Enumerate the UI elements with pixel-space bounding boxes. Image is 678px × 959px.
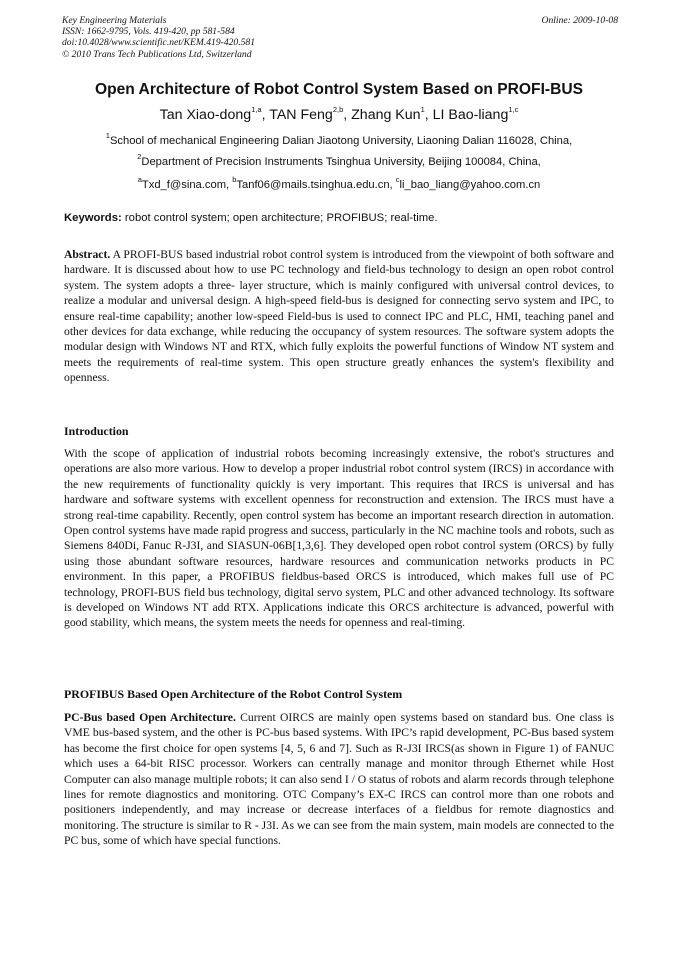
- keywords: Keywords: robot control system; open architecture; PROFIBUS; real-time.: [64, 212, 438, 224]
- author-emails: $^a$Txd_f@sina.com, $^b$Tanf06@mails.tsinghua.edu.cn, $^c$li_bao_liang@yahoo.com.cn: [137, 175, 541, 191]
- author: TAN Feng$^{2,b}$,: [269, 105, 352, 123]
- introduction-heading: Introduction: [64, 424, 129, 438]
- affiliation-1: $^1$School of mechanical Engineering Dalian Jiaotong University, Liaoning Dalian 116028, China,: [105, 131, 573, 147]
- online-date: Online: 2009-10-08: [541, 15, 618, 26]
- abstract: Abstract. A PROFI-BUS based industrial robot control system is introduced from the viewpoint of both software and hardware. It is discussed about how to use PC technology and field-bus technology to design an open robot control system. The system adopts a three- layer structure, which is mainly configured with universal control devices, to realize a modular and universal design. A high-speed field-bus is designed for connecting servo system and IPC, to ensure real-time capability; another low-speed Field-bus is used to connect IPC and PLC, HMI, teaching panel and other devices for data exchange, while reducing the occupancy of system resources. The software system adopts the modular design with Windows NT and RTX, which fully exploits the powerful functions of Window NT system and meets the requirements of real-time system. This open structure greatly enhances the system's flexibility and openness.: [64, 248, 614, 385]
- section-heading: PROFIBUS Based Open Architecture of the Robot Control System: [64, 687, 403, 701]
- author: Tan Xiao-dong$^{1,a}$,: [159, 105, 270, 123]
- doi-line: doi:10.4028/www.scientific.net/KEM.419-420.581: [62, 37, 256, 49]
- abstract-label: Abstract.: [64, 248, 111, 261]
- author: LI Bao-liang$^{1,c}$: [432, 105, 519, 123]
- copyright-line: © 2010 Trans Tech Publications Ltd, Switzerland: [62, 48, 252, 60]
- author: Zhang Kun$^1$,: [351, 105, 433, 123]
- keywords-label: Keywords:: [64, 212, 122, 224]
- paper-title: Open Architecture of Robot Control System Based on PROFI-BUS: [94, 81, 584, 98]
- section-paragraph: PC-Bus based Open Architecture. Current OIRCS are mainly open systems based on standard bus. One class is VME bus-based system, and the other is PC-bus based systems. With IPC’s rapid development, PC-Bus based system has become the first choice for open systems [4, 5, 6 and 7]. Such as R-J3I IRCS(as shown in Figure 1) of FANUC which uses a 64-bit RISC processor. Workers can centrally manage and monitor through Ethernet while Host Computer can also manage multiple robots; it can also send I / O status of robots and alarm records through telephone lines for remote diagnostics and monitoring. OTC Company’s EX-C IRCS can control more than one robots and positioners independently, and may increase or decrease interfaces of a fieldbus for remote diagnostics and monitoring. The structure is similar to R - J3I. As we can see from the main system, main models are connected to the PC bus, some of which have special functions.: [64, 711, 615, 848]
- subsection-label: PC-Bus based Open Architecture.: [64, 711, 236, 724]
- journal-name: Key Engineering Materials: [62, 15, 167, 26]
- affiliation-2: $^2$Department of Precision Instruments Tsinghua University, Beijing 100084, China,: [137, 152, 541, 168]
- author-list: [40, 106, 638, 124]
- introduction-text: With the scope of application of industrial robots becoming increasingly extensive, the robot's structures and operations are also more various. How to develop a proper industrial robot control system (IRCS) in accordance with the new requirements of functionality quickly is very important. This requires that IRCS is universal and has hardware and software systems with excellent openness for reconstruction and extension. The IRCS must have a strong real-time capability. Recently, open control system has become an important research direction in automation. Open control systems have made rapid progress and success, particularly in the NC machine tools and robots, such as Siemens 840Di, Fanuc R-J3I, and SIASUN-06B[1,3,6]. They developed open robot control system (ORCS) by fully using those abundant software resources, hardware resources and communication networks products in PC environment. In this paper, a PROFIBUS fieldbus-based ORCS is introduced, which makes full use of PC technology, PROFI-BUS field bus technology, digital servo system, PLC and other advanced technology. Its software is developed on Windows NT add RTX. Applications indicate this ORCS architecture is advanced, powerful with good stability, which means, the system meets the needs for openness and real-timing.: [64, 447, 614, 630]
- journal-header: [62, 15, 618, 60]
- issn-line: ISSN: 1662-9795, Vols. 419-420, pp 581-584: [62, 26, 235, 38]
